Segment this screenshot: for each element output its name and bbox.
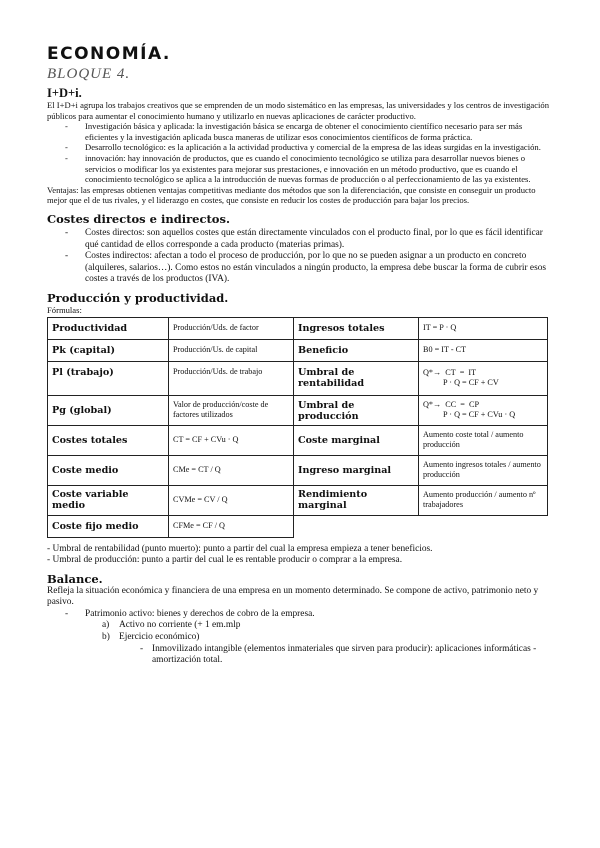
list-item: - Costes indirectos: afectan a todo el proceso de producción, por lo que no se pueden asignar a un producto en concreto (alquileres, salarios…). Como estos no están vinculados a ningún producto, la empresa debe buscar la forma de cubrir esos costes a través de los productos (IVA).	[85, 251, 555, 286]
note-line: - Umbral de producción: punto a partir del cual le es rentable producir o comprar a la empresa.	[47, 555, 403, 566]
formula-line: Q*→ CC = CP	[423, 400, 480, 409]
costes-list	[47, 228, 555, 286]
table-row	[48, 485, 548, 515]
page-title: ECONOMÍA.	[47, 44, 171, 64]
balance-heading: Balance.	[47, 571, 103, 586]
page-subtitle: BLOQUE 4.	[47, 66, 131, 82]
table-cell: IT = P · Q	[419, 317, 548, 339]
list-item: b) Ejercicio económico)	[102, 632, 200, 643]
table-row	[48, 361, 548, 395]
idi-heading: I+D+i.	[47, 86, 82, 100]
table-cell: Productividad	[48, 317, 169, 339]
table-cell: CVMe = CV / Q	[169, 485, 294, 515]
table-row	[48, 455, 548, 485]
table-cell: Umbral de rentabilidad	[294, 361, 419, 395]
table-cell	[419, 361, 548, 395]
notes	[47, 544, 555, 567]
table-cell: Coste medio	[48, 455, 169, 485]
table-cell: Ingreso marginal	[294, 455, 419, 485]
table-cell: CMe = CT / Q	[169, 455, 294, 485]
table-cell: CT = CF + CVu · Q	[169, 425, 294, 455]
list-item: a) Activo no corriente (+ 1 em.mlp	[102, 620, 241, 631]
formulas-table	[47, 317, 548, 538]
table-cell: Coste marginal	[294, 425, 419, 455]
note-line: - Umbral de rentabilidad (punto muerto): punto a partir del cual la empresa empieza a tener beneficios.	[47, 543, 433, 554]
balance-list	[47, 609, 555, 621]
table-cell: Coste fijo medio	[48, 515, 169, 537]
table-row	[48, 425, 548, 455]
idi-list	[47, 121, 555, 185]
list-item: - Investigación básica y aplicada: la investigación básica se encarga de obtener el conocimiento científico necesario para ser más eficientes y la investigación aplicada busca maneras de utilizar esos conocimientos científicos de forma práctica.	[85, 121, 555, 142]
table-cell: Pg (global)	[48, 395, 169, 425]
table-cell: Aumento producción / aumento nº trabajadores	[419, 485, 548, 515]
table-row	[48, 515, 548, 537]
table-cell: Valor de producción/coste de factores utilizados	[169, 395, 294, 425]
table-cell: Ingresos totales	[294, 317, 419, 339]
table-cell: CFMe = CF / Q	[169, 515, 294, 537]
table-cell: Beneficio	[294, 339, 419, 361]
table-cell: Producción/Us. de capital	[169, 339, 294, 361]
formula-line: P · Q = CF + CVu · Q	[443, 410, 516, 419]
formula-line: Q*→ CT = IT	[423, 368, 477, 377]
table-cell: Coste variable medio	[48, 485, 169, 515]
table-cell: Pl (trabajo)	[48, 361, 169, 395]
table-row	[48, 339, 548, 361]
table-cell: Umbral de producción	[294, 395, 419, 425]
table-cell: Aumento ingresos totales / aumento producción	[419, 455, 548, 485]
document-page	[47, 44, 555, 667]
idi-intro: El I+D+i agrupa los trabajos creativos que se emprenden de un modo sistemático en las empresas, las universidades y los centros de investigación públicos para aumentar el conocimiento humano y utilizarlo en nuevas aplicaciones de carácter productivo.	[47, 100, 550, 121]
table-cell: Producción/Uds. de factor	[169, 317, 294, 339]
formulas-label: Fórmulas:	[47, 304, 82, 315]
costes-heading: Costes directos e indirectos.	[47, 211, 230, 226]
balance-sublist	[47, 620, 555, 643]
table-cell	[419, 395, 548, 425]
table-cell: Rendimiento marginal	[294, 485, 419, 515]
table-cell: B0 = IT - CT	[419, 339, 548, 361]
table-row	[48, 317, 548, 339]
list-item: - Costes directos: son aquellos costes que están directamente vinculados con el producto final, por lo que es fácil identificar qué cantidad de ellos corresponde a cada producto (materias primas).	[85, 228, 555, 251]
table-cell: Pk (capital)	[48, 339, 169, 361]
idi-ventajas: Ventajas: las empresas obtienen ventajas competitivas mediante dos métodos que son la diferenciación, que consiste en conseguir un producto mejor que el de tus rivales, y el liderazgo en costes, que consiste en reducir los costes de producción para bajar los precios.	[47, 184, 536, 206]
table-cell: Costes totales	[48, 425, 169, 455]
table-cell: Producción/Uds. de trabajo	[169, 361, 294, 395]
table-cell: Aumento coste total / aumento producción	[419, 425, 548, 455]
produccion-heading: Producción y productividad.	[47, 290, 229, 305]
list-item: - innovación: hay innovación de productos, que es cuando el conocimiento tecnológico se utiliza para desarrollar nuevos bienes o servicios o modificar los ya existentes para mejorar sus prestaciones, e innovación en un método productivo, que es cuando el conocimiento tecnológico se aplica a la introducción de nuevas formas de producción o al perfeccionamiento de las ya existentes.	[85, 153, 555, 185]
balance-subsublist	[47, 644, 555, 667]
list-item: - Inmovilizado intangible (elementos inmateriales que sirven para producir): aplicaciones informáticas - amortización total.	[152, 644, 555, 667]
formula-line: P · Q = CF + CV	[443, 378, 499, 387]
table-row	[48, 395, 548, 425]
list-item: - Patrimonio activo: bienes y derechos de cobro de la empresa.	[85, 609, 555, 621]
balance-intro: Refleja la situación económica y financiera de una empresa en un momento determinado. Se compone de activo, patrimonio neto y pasivo.	[47, 585, 539, 608]
list-item: - Desarrollo tecnológico: es la aplicación a la actividad productiva y comercial de la empresa de las ideas surgidas en la investigación.	[85, 142, 555, 153]
